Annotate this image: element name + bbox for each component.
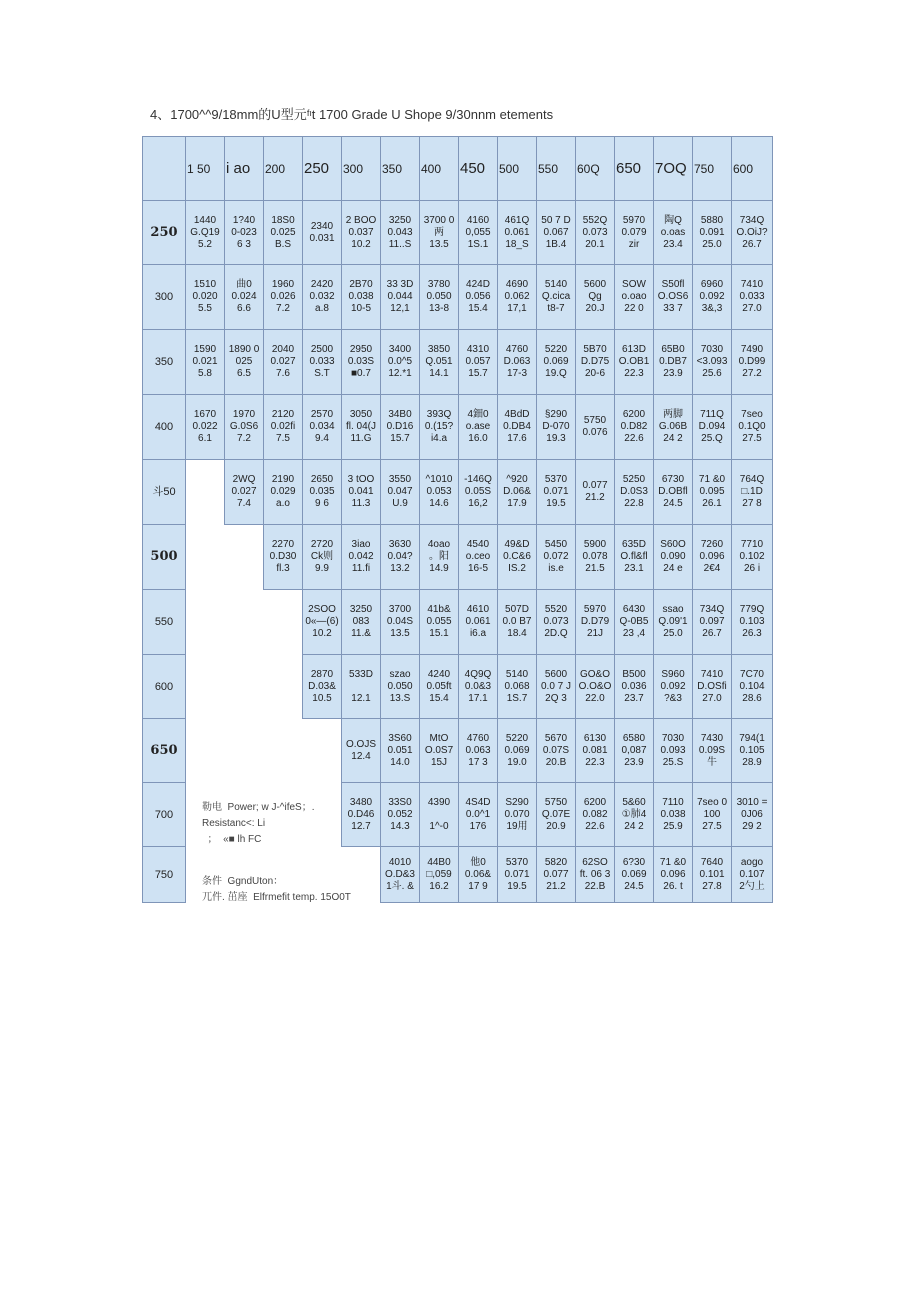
table-cell: 3700 0.04S 13.5 bbox=[381, 590, 420, 655]
table-cell: 4540 o.ceo 16-5 bbox=[459, 525, 498, 590]
table-cell: 5670 0.07S 20.B bbox=[537, 719, 576, 783]
table-cell: 62SO ft. 06 3 22.B bbox=[576, 847, 615, 903]
table-cell: 7490 0.D99 27.2 bbox=[732, 330, 773, 395]
table-cell: 7110 0.038 25.9 bbox=[654, 783, 693, 847]
column-header: 550 bbox=[537, 137, 576, 201]
table-cell: 33 3D 0.044 12,1 bbox=[381, 265, 420, 330]
table-cell: 6430 Q-0B5 23 ,4 bbox=[615, 590, 654, 655]
table-cell: 5220 0.069 19.0 bbox=[498, 719, 537, 783]
empty-cell bbox=[186, 590, 225, 655]
table-cell: 461Q 0.061 18_S bbox=[498, 201, 537, 265]
column-header: 7OQ bbox=[654, 137, 693, 201]
table-cell: 2270 0.D30 fl.3 bbox=[264, 525, 303, 590]
table-cell: 18S0 0.025 B.S bbox=[264, 201, 303, 265]
empty-cell bbox=[186, 719, 225, 783]
table-cell: 1960 0.026 7.2 bbox=[264, 265, 303, 330]
table-cell: 6200 0.D82 22.6 bbox=[615, 395, 654, 460]
table-cell: 4oao 。阳 14.9 bbox=[420, 525, 459, 590]
table-cell: 3700 0 两 13.5 bbox=[420, 201, 459, 265]
table-cell: 5140 Q.cica t8-7 bbox=[537, 265, 576, 330]
table-cell: 2190 0.029 a.o bbox=[264, 460, 303, 525]
table-cell: 7seo 0.1Q0 27.5 bbox=[732, 395, 773, 460]
row-header: 500 bbox=[143, 525, 186, 590]
column-header: 350 bbox=[381, 137, 420, 201]
column-header: 60Q bbox=[576, 137, 615, 201]
table-cell: SOW o.oao 22 0 bbox=[615, 265, 654, 330]
table-cell: 6580 0,087 23.9 bbox=[615, 719, 654, 783]
table-cell: 4610 0.061 i6.a bbox=[459, 590, 498, 655]
table-cell: S50fl O.OS6 33 7 bbox=[654, 265, 693, 330]
table-cell: 5970 0.079 zir bbox=[615, 201, 654, 265]
table-cell: 7C70 0.104 28.6 bbox=[732, 655, 773, 719]
column-header: 450 bbox=[459, 137, 498, 201]
table-cell: 734Q O.OiJ? 26.7 bbox=[732, 201, 773, 265]
table-cell: 5900 0.078 21.5 bbox=[576, 525, 615, 590]
table-cell: 613D O.OB1 22.3 bbox=[615, 330, 654, 395]
table-cell: 4240 0.05ft 15.4 bbox=[420, 655, 459, 719]
table-cell: 两脚 G.06B 24 2 bbox=[654, 395, 693, 460]
table-cell: 424D 0.056 15.4 bbox=[459, 265, 498, 330]
table-cell: ssao Q.09'1 25.0 bbox=[654, 590, 693, 655]
table-cell: 1890 0 025 6.5 bbox=[225, 330, 264, 395]
row-header: 650 bbox=[143, 719, 186, 783]
table-cell: MtO O.0S7 15J bbox=[420, 719, 459, 783]
table-cell: 1670 0.022 6.1 bbox=[186, 395, 225, 460]
table-cell: 4BdD 0.DB4 17.6 bbox=[498, 395, 537, 460]
table-cell: 4010 O.D&3 1斗. & bbox=[381, 847, 420, 903]
table-cell: 6?30 0.069 24.5 bbox=[615, 847, 654, 903]
table-cell: 6730 D.OBfl 24.5 bbox=[654, 460, 693, 525]
table-cell: 3S60 0.051 14.0 bbox=[381, 719, 420, 783]
table-cell: 3480 0.D46 12.7 bbox=[342, 783, 381, 847]
table-row bbox=[143, 201, 773, 265]
table-cell: 2500 0.033 S.T bbox=[303, 330, 342, 395]
table-cell: 6960 0.092 3&,3 bbox=[693, 265, 732, 330]
table-cell: 1440 G.Q19 5.2 bbox=[186, 201, 225, 265]
corner-cell bbox=[143, 137, 186, 201]
row-header: 300 bbox=[143, 265, 186, 330]
empty-cell bbox=[264, 719, 303, 783]
table-row bbox=[143, 525, 773, 590]
empty-cell bbox=[186, 655, 225, 719]
table-cell: 5880 0.091 25.0 bbox=[693, 201, 732, 265]
table-cell: 2950 0.03S ■0.7 bbox=[342, 330, 381, 395]
row-header: 750 bbox=[143, 847, 186, 903]
table-cell: 7640 0.101 27.8 bbox=[693, 847, 732, 903]
table-cell: 5370 0.071 19.5 bbox=[537, 460, 576, 525]
table-cell: 5B70 D.D75 20-6 bbox=[576, 330, 615, 395]
note-conditions: 条件 GgndUton： 兀件. 茁座 Elfrmefit temp. 15O0T bbox=[202, 876, 351, 903]
table-cell: 4310 0.057 15.7 bbox=[459, 330, 498, 395]
empty-cell bbox=[225, 719, 264, 783]
table-cell: 1?40 0-023 6 3 bbox=[225, 201, 264, 265]
table-cell: 50 7 D 0.067 1B.4 bbox=[537, 201, 576, 265]
table-cell: 5600 Qg 20.J bbox=[576, 265, 615, 330]
table-cell: 1590 0.021 5.8 bbox=[186, 330, 225, 395]
table-cell: 34B0 0.D16 15.7 bbox=[381, 395, 420, 460]
table-cell: 33S0 0.052 14.3 bbox=[381, 783, 420, 847]
empty-cell bbox=[186, 460, 225, 525]
table-cell: 5450 0.072 is.e bbox=[537, 525, 576, 590]
table-cell: -146Q 0.05S 16,2 bbox=[459, 460, 498, 525]
table-row bbox=[143, 265, 773, 330]
table-cell: 552Q 0.073 20.1 bbox=[576, 201, 615, 265]
table-cell: S960 0.092 ?&3 bbox=[654, 655, 693, 719]
column-header: i ao bbox=[225, 137, 264, 201]
table-cell: 5750 0.076 bbox=[576, 395, 615, 460]
table-cell: 3 tOO 0.041 11.3 bbox=[342, 460, 381, 525]
table-cell: 711Q D.094 25.Q bbox=[693, 395, 732, 460]
table-cell: 2340 0.031 bbox=[303, 201, 342, 265]
table-cell: 2420 0.032 a.8 bbox=[303, 265, 342, 330]
table-row bbox=[143, 719, 773, 783]
resistance-table bbox=[142, 136, 773, 903]
table-cell: 7seo 0 100 27.5 bbox=[693, 783, 732, 847]
table-cell: 曲0 0.024 6.6 bbox=[225, 265, 264, 330]
table-cell: S60O 0.090 24 e bbox=[654, 525, 693, 590]
row-header: 600 bbox=[143, 655, 186, 719]
table-cell: 65B0 0.DB7 23.9 bbox=[654, 330, 693, 395]
table-cell: 3250 083 11.& bbox=[342, 590, 381, 655]
row-header: 350 bbox=[143, 330, 186, 395]
empty-cell bbox=[264, 590, 303, 655]
column-header: 600 bbox=[732, 137, 773, 201]
table-cell: 2B70 0.038 10-5 bbox=[342, 265, 381, 330]
table-cell: 5520 0.073 2D.Q bbox=[537, 590, 576, 655]
row-header: 550 bbox=[143, 590, 186, 655]
table-cell: 7410 D.OSfi 27.0 bbox=[693, 655, 732, 719]
table-cell: 4690 0.062 17,1 bbox=[498, 265, 537, 330]
note-power-resistance: 勒电 Power; w J-^ifeS；. Resistanc<: Li ； «■ lh FC bbox=[202, 802, 315, 845]
row-header: 斗50 bbox=[143, 460, 186, 525]
table-cell: 4390 1^-0 bbox=[420, 783, 459, 847]
empty-cell bbox=[225, 655, 264, 719]
table-cell: 635D O.fl&fl 23.1 bbox=[615, 525, 654, 590]
table-cell: szao 0.050 13.S bbox=[381, 655, 420, 719]
table-cell: 5820 0.077 21.2 bbox=[537, 847, 576, 903]
table-cell: GO&O O.O&O 22.0 bbox=[576, 655, 615, 719]
table-cell: 71 &0 0.096 26. t bbox=[654, 847, 693, 903]
table-cell: B500 0.036 23.7 bbox=[615, 655, 654, 719]
table-cell: 1510 0.020 5.5 bbox=[186, 265, 225, 330]
empty-cell bbox=[264, 655, 303, 719]
table-cell: 7710 0.102 26 i bbox=[732, 525, 773, 590]
table-cell: 5220 0.069 19.Q bbox=[537, 330, 576, 395]
table-cell: 794(1 0.105 28.9 bbox=[732, 719, 773, 783]
table-row bbox=[143, 330, 773, 395]
table-cell: 7030 0.093 25.S bbox=[654, 719, 693, 783]
table-cell: S290 0.070 19用 bbox=[498, 783, 537, 847]
table-cell: 5&60 ①肺4 24 2 bbox=[615, 783, 654, 847]
table-cell: 2 BOO 0.037 10.2 bbox=[342, 201, 381, 265]
column-header: 300 bbox=[342, 137, 381, 201]
table-cell: 5750 Q.07E 20.9 bbox=[537, 783, 576, 847]
column-header: 250 bbox=[303, 137, 342, 201]
table-cell: 779Q 0.103 26.3 bbox=[732, 590, 773, 655]
table-row bbox=[143, 655, 773, 719]
table-cell: 陶Q o.oas 23.4 bbox=[654, 201, 693, 265]
table-cell: 5370 0.071 19.5 bbox=[498, 847, 537, 903]
table-cell: 533D 12.1 bbox=[342, 655, 381, 719]
table-cell: 7030 <3.093 25.6 bbox=[693, 330, 732, 395]
table-cell: 2WQ 0.027 7.4 bbox=[225, 460, 264, 525]
table-cell: 764Q □.1D 27 8 bbox=[732, 460, 773, 525]
table-cell: 7430 0.09S 牛 bbox=[693, 719, 732, 783]
header-row bbox=[143, 137, 773, 201]
table-cell: 5600 0.0 7 J 2Q 3 bbox=[537, 655, 576, 719]
empty-cell bbox=[303, 719, 342, 783]
page-title: 4、1700^^9/18mm的U型元ᶠᶦt 1700 Grade U Shope 9/30nnm etements bbox=[150, 107, 554, 122]
table-cell: aogo 0.107 2勺上 bbox=[732, 847, 773, 903]
table-cell: 71 &0 0.095 26.1 bbox=[693, 460, 732, 525]
table-cell: 2870 D.03& 10.5 bbox=[303, 655, 342, 719]
column-header: 650 bbox=[615, 137, 654, 201]
table-cell: 4760 D.063 17-3 bbox=[498, 330, 537, 395]
empty-cell bbox=[186, 525, 225, 590]
table-cell: 4160 0,055 1S.1 bbox=[459, 201, 498, 265]
table-row bbox=[143, 460, 773, 525]
table-cell: 3630 0.04? 13.2 bbox=[381, 525, 420, 590]
column-header: 400 bbox=[420, 137, 459, 201]
table-cell: 1970 G.0S6 7.2 bbox=[225, 395, 264, 460]
table-cell: 3050 fl. 04(J 11.G bbox=[342, 395, 381, 460]
table-cell: ^920 D.06& 17.9 bbox=[498, 460, 537, 525]
table-cell: 2720 Ck则 9.9 bbox=[303, 525, 342, 590]
table-cell: O.OJS 12.4 bbox=[342, 719, 381, 783]
table-cell: 49&D 0.C&6 IS.2 bbox=[498, 525, 537, 590]
table-cell: 7260 0.096 2€4 bbox=[693, 525, 732, 590]
table-cell: 0.077 21.2 bbox=[576, 460, 615, 525]
table-cell: 7410 0.033 27.0 bbox=[732, 265, 773, 330]
table-cell: 3010 = 0J06 29 2 bbox=[732, 783, 773, 847]
table-cell: 393Q 0.(15? i4.a bbox=[420, 395, 459, 460]
table-cell: 他0 0.06& 17 9 bbox=[459, 847, 498, 903]
table-row bbox=[143, 590, 773, 655]
table-cell: 3550 0.047 U.9 bbox=[381, 460, 420, 525]
row-header: 700 bbox=[143, 783, 186, 847]
table-cell: 4鈿0 o.ase 16.0 bbox=[459, 395, 498, 460]
table-cell: 3iao 0.042 11.fi bbox=[342, 525, 381, 590]
table-cell: 3250 0.043 11..S bbox=[381, 201, 420, 265]
table-row bbox=[143, 395, 773, 460]
empty-cell bbox=[225, 590, 264, 655]
column-header: 200 bbox=[264, 137, 303, 201]
table-cell: 2650 0.035 9 6 bbox=[303, 460, 342, 525]
column-header: 750 bbox=[693, 137, 732, 201]
row-header: 250 bbox=[143, 201, 186, 265]
table-cell: 4Q9Q 0.0&3 17.1 bbox=[459, 655, 498, 719]
table-cell: 44B0 □,059 16.2 bbox=[420, 847, 459, 903]
empty-cell bbox=[225, 525, 264, 590]
table-cell: ^1010 0.053 14.6 bbox=[420, 460, 459, 525]
table-cell: 6130 0.081 22.3 bbox=[576, 719, 615, 783]
table-cell: 3400 0.0^5 12.*1 bbox=[381, 330, 420, 395]
table-cell: §290 D-070 19.3 bbox=[537, 395, 576, 460]
table-cell: 4760 0.063 17 3 bbox=[459, 719, 498, 783]
column-header: 500 bbox=[498, 137, 537, 201]
table-cell: 4S4D 0.0^1 176 bbox=[459, 783, 498, 847]
table-cell: 3850 Q.051 14.1 bbox=[420, 330, 459, 395]
table-cell: 5140 0.068 1S.7 bbox=[498, 655, 537, 719]
table-cell: 5250 D.0S3 22.8 bbox=[615, 460, 654, 525]
column-header: 1 50 bbox=[186, 137, 225, 201]
table-cell: 734Q 0.097 26.7 bbox=[693, 590, 732, 655]
table-cell: 2SOO 0«—(6) 10.2 bbox=[303, 590, 342, 655]
table-cell: 41b& 0.055 15.1 bbox=[420, 590, 459, 655]
table-cell: 3780 0.050 13-8 bbox=[420, 265, 459, 330]
row-header: 400 bbox=[143, 395, 186, 460]
table-cell: 2570 0.034 9.4 bbox=[303, 395, 342, 460]
table-cell: 507D 0.0 B7 18.4 bbox=[498, 590, 537, 655]
table-cell: 5970 D.D79 21J bbox=[576, 590, 615, 655]
table-cell: 2040 0.027 7.6 bbox=[264, 330, 303, 395]
table-cell: 2120 0.02fi 7.5 bbox=[264, 395, 303, 460]
table-cell: 6200 0.082 22.6 bbox=[576, 783, 615, 847]
